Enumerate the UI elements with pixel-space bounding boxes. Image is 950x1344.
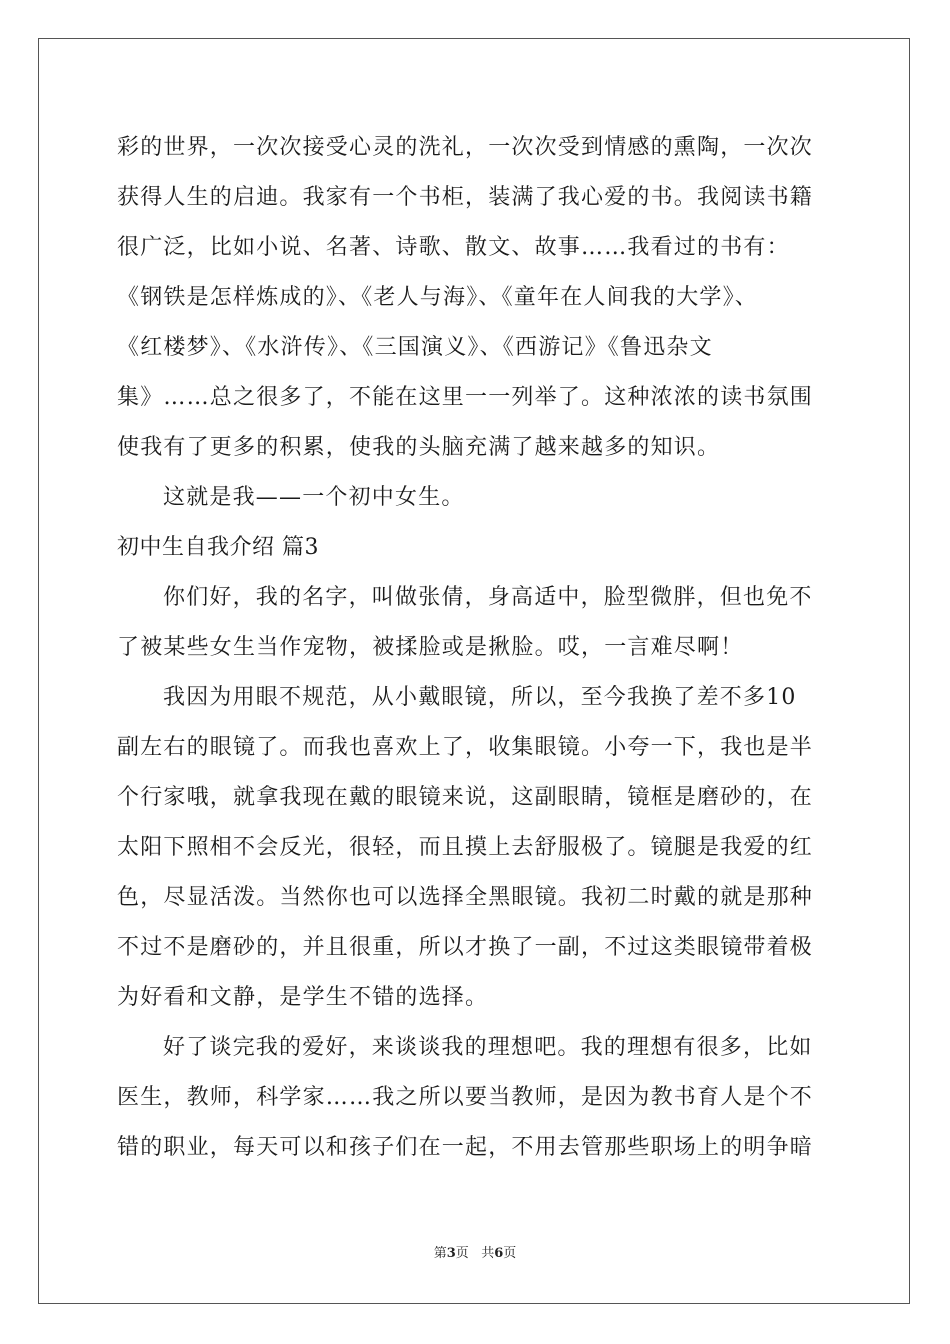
section-heading: 初中生自我介绍 篇3	[117, 535, 319, 560]
body-text-line: 我因为用眼不规范，从小戴眼镜，所以，至今我换了差不多10	[163, 685, 797, 710]
page-suffix: 页	[455, 1246, 469, 1261]
body-text-line: 太阳下照相不会反光，很轻，而且摸上去舒服极了。镜腿是我爱的红	[117, 835, 814, 860]
body-text-line: 彩的世界，一次次接受心灵的洗礼，一次次受到情感的熏陶，一次次	[117, 135, 814, 160]
body-text-line: 这就是我——一个初中女生。	[163, 485, 465, 510]
body-text-line: 副左右的眼镜了。而我也喜欢上了，收集眼镜。小夸一下，我也是半	[117, 735, 814, 760]
body-text-line: 获得人生的启迪。我家有一个书柜，装满了我心爱的书。我阅读书籍	[117, 185, 814, 210]
body-text-line: 为好看和文静，是学生不错的选择。	[117, 985, 489, 1010]
total-pages: 6	[494, 1246, 504, 1261]
body-text-line: 了被某些女生当作宠物，被揉脸或是揪脸。哎，一言难尽啊！	[117, 635, 744, 660]
page-prefix: 第	[433, 1246, 447, 1261]
body-text-line: 好了谈完我的爱好，来谈谈我的理想吧。我的理想有很多，比如	[163, 1035, 813, 1060]
page-number: 3	[446, 1246, 456, 1261]
body-text-line: 《钢铁是怎样炼成的》、《老人与海》、《童年在人间我的大学》、	[117, 285, 759, 310]
body-text-line: 集》……总之很多了，不能在这里一一列举了。这种浓浓的读书氛围	[117, 385, 814, 410]
body-text-line: 你们好，我的名字，叫做张倩，身高适中，脸型微胖，但也免不	[163, 585, 813, 610]
body-text-line: 很广泛，比如小说、名著、诗歌、散文、故事……我看过的书有：	[117, 235, 790, 260]
body-text-line: 《红楼梦》、《水浒传》、《三国演义》、《西游记》《鲁迅杂文	[117, 335, 713, 360]
body-text-line: 色，尽显活泼。当然你也可以选择全黑眼镜。我初二时戴的就是那种	[117, 885, 814, 910]
page-border	[38, 38, 910, 1304]
total-prefix: 共	[481, 1246, 495, 1261]
body-text-line: 不过不是磨砂的，并且很重，所以才换了一副，不过这类眼镜带着极	[117, 935, 814, 960]
total-suffix: 页	[503, 1246, 517, 1261]
body-text-line: 个行家哦，就拿我现在戴的眼镜来说，这副眼睛，镜框是磨砂的，在	[117, 785, 814, 810]
page-footer	[0, 1245, 950, 1263]
body-text-line: 使我有了更多的积累，使我的头脑充满了越来越多的知识。	[117, 435, 721, 460]
body-text-line: 错的职业，每天可以和孩子们在一起，不用去管那些职场上的明争暗	[117, 1135, 814, 1160]
body-text-line: 医生，教师，科学家……我之所以要当教师，是因为教书育人是个不	[117, 1085, 814, 1110]
